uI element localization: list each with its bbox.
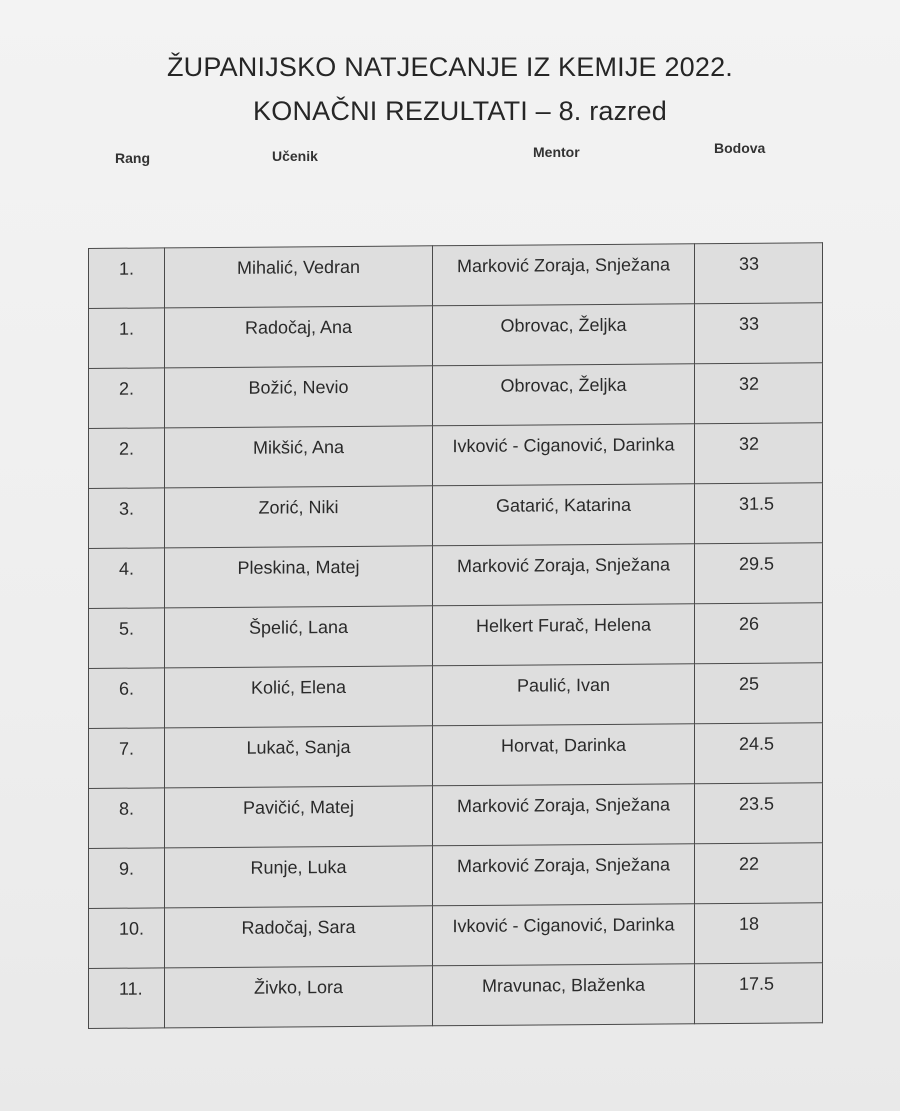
table-row [89,483,823,549]
rank-cell: 2. [89,368,165,429]
document-subtitle: KONAČNI REZULTATI – 8. razred [253,96,667,126]
rank-cell: 1. [89,308,165,369]
rank-cell: 10. [89,908,165,969]
mentor-cell: Marković Zoraja, Snježana [433,844,695,906]
rank-cell: 2. [89,428,165,489]
student-cell: Zorić, Niki [165,486,433,548]
table-row [89,363,823,429]
student-cell: Lukač, Sanja [165,726,433,788]
points-cell: 17.5 [695,963,823,1024]
mentor-cell: Horvat, Darinka [433,724,695,786]
points-cell: 18 [695,903,823,964]
results-body [89,243,823,1029]
table-row [89,303,823,369]
table-row [89,783,823,849]
table-row [89,543,823,609]
rank-cell: 6. [89,668,165,729]
header-mentor: Mentor [533,144,580,160]
mentor-cell: Marković Zoraja, Snježana [433,784,695,846]
points-cell: 22 [695,843,823,904]
student-cell: Pleskina, Matej [165,546,433,608]
student-cell: Živko, Lora [165,966,433,1028]
student-cell: Runje, Luka [165,846,433,908]
student-cell: Mikšić, Ana [165,426,433,488]
table-row [89,963,823,1029]
points-cell: 33 [695,303,823,364]
points-cell: 32 [695,423,823,484]
rank-cell: 9. [89,848,165,909]
table-row [89,423,823,489]
document-title: ŽUPANIJSKO NATJECANJE IZ KEMIJE 2022. [166,52,734,82]
student-cell: Radočaj, Ana [165,306,433,368]
table-row [89,723,823,789]
table-row [89,603,823,669]
mentor-cell: Marković Zoraja, Snježana [433,544,695,606]
table-row [89,663,823,729]
points-cell: 32 [695,363,823,424]
mentor-cell: Paulić, Ivan [433,664,695,726]
mentor-cell: Obrovac, Željka [433,304,695,366]
header-rang: Rang [115,150,150,166]
rank-cell: 4. [89,548,165,609]
student-cell: Radočaj, Sara [165,906,433,968]
rank-cell: 7. [89,728,165,789]
rank-cell: 3. [89,488,165,549]
student-cell: Pavičić, Matej [165,786,433,848]
student-cell: Špelić, Lana [165,606,433,668]
table-row [89,903,823,969]
header-ucenik: Učenik [272,148,318,164]
mentor-cell: Ivković - Ciganović, Darinka [433,904,695,966]
mentor-cell: Gatarić, Katarina [433,484,695,546]
points-cell: 23.5 [695,783,823,844]
rank-cell: 8. [89,788,165,849]
student-cell: Božić, Nevio [165,366,433,428]
points-cell: 29.5 [695,543,823,604]
points-cell: 25 [695,663,823,724]
student-cell: Mihalić, Vedran [165,246,433,308]
points-cell: 24.5 [695,723,823,784]
header-bodova: Bodova [714,140,766,156]
points-cell: 26 [695,603,823,664]
student-cell: Kolić, Elena [165,666,433,728]
points-cell: 31.5 [695,483,823,544]
points-cell: 33 [695,243,823,304]
rank-cell: 5. [89,608,165,669]
mentor-cell: Mravunac, Blaženka [433,964,695,1026]
rank-cell: 1. [89,248,165,309]
mentor-cell: Ivković - Ciganović, Darinka [433,424,695,486]
rank-cell: 11. [89,968,165,1029]
table-row [89,243,823,309]
mentor-cell: Obrovac, Željka [433,364,695,426]
results-table [88,242,823,1029]
table-row [89,843,823,909]
mentor-cell: Marković Zoraja, Snježana [433,244,695,306]
mentor-cell: Helkert Furač, Helena [433,604,695,666]
